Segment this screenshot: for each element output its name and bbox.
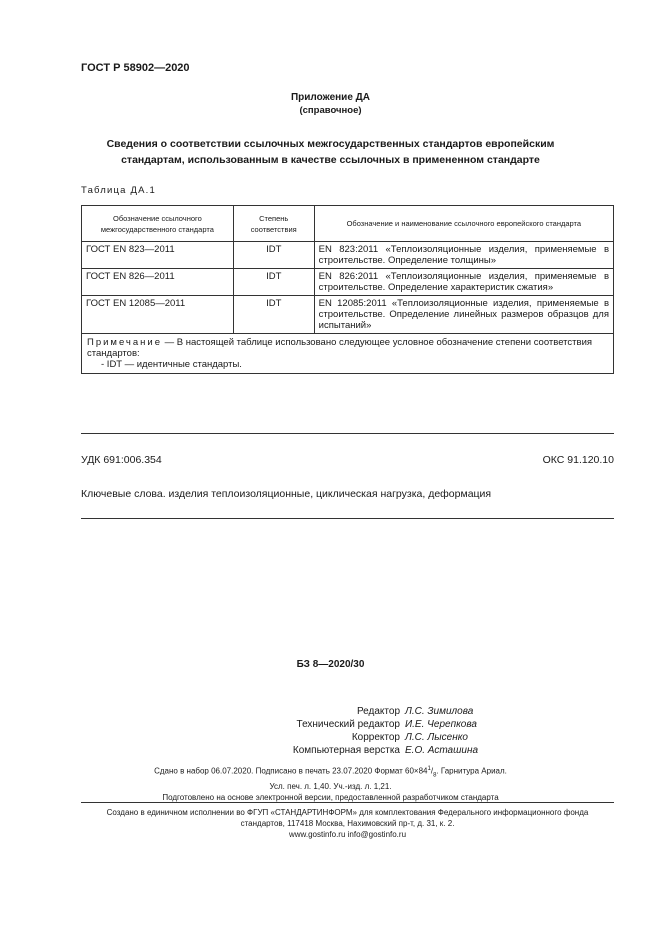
section-heading-line-2: стандартам, использованным в качестве ссылочных в примененном стандарте xyxy=(121,154,540,166)
note-item: - IDT — идентичные стандарты. xyxy=(101,359,242,370)
table-note xyxy=(82,334,614,374)
section-heading xyxy=(90,136,571,168)
cell-degree: IDT xyxy=(233,242,314,269)
keywords: Ключевые слова. изделия теплоизоляционные, циклическая нагрузка, деформация xyxy=(81,488,492,500)
oks-code: ОКС 91.120.10 xyxy=(542,454,614,466)
credits-block xyxy=(230,705,500,757)
cell-standard-code: ГОСТ EN 823—2011 xyxy=(82,242,234,269)
divider xyxy=(81,433,614,434)
appendix-title: Приложение ДА xyxy=(290,92,371,103)
cell-standard-code: ГОСТ EN 12085—2011 xyxy=(82,296,234,334)
contact-links: www.gostinfo.ru info@gostinfo.ru xyxy=(288,830,407,839)
table-row xyxy=(82,296,614,334)
credit-layout: Компьютерная верстка Е.О. Асташина xyxy=(292,745,479,756)
table-label: Таблица ДА.1 xyxy=(81,185,156,196)
divider xyxy=(81,518,614,519)
table-header-row xyxy=(82,206,614,242)
credit-technical-editor: Технический редактор И.Е. Черепкова xyxy=(296,719,477,730)
cell-european-standard: EN 823:2011 «Теплоизоляционные изделия, применяемые в строительстве. Определение толщины» xyxy=(314,242,613,269)
udk-code: УДК 691:006.354 xyxy=(81,454,162,466)
column-header-reference-standard: Обозначение ссылочного межгосударственного стандарта xyxy=(82,206,234,242)
table-row xyxy=(82,269,614,296)
created-info: Создано в единичном исполнении во ФГУП «СТАНДАРТИНФОРМ» для комплектования Федерального информационного фонда стандартов, 117418 Москва, Нахимовский пр-т, д. 31, к. 2. www.gostinfo.ru info@gostinfo.ru xyxy=(81,807,614,840)
credit-proofreader: Корректор Л.С. Лысенко xyxy=(351,732,468,743)
column-header-european-standard: Обозначение и наименование ссылочного европейского стандарта xyxy=(314,206,613,242)
document-code: ГОСТ Р 58902—2020 xyxy=(81,62,190,74)
column-header-degree: Степень соответствия xyxy=(233,206,314,242)
divider xyxy=(81,802,614,803)
table-note-row xyxy=(82,334,614,374)
cell-standard-code: ГОСТ EN 826—2011 xyxy=(82,269,234,296)
publishing-info: Сдано в набор 06.07.2020. Подписано в печать 23.07.2020 Формат $60\times 84^1/_8$. Гарнитура Ариал. Усл. печ. л. 1,40. Уч.-изд. л. 1,21. Подготовлено на основе электронной версии, предоставленной разработчиком стандарта xyxy=(154,766,507,803)
bz-number: БЗ 8—2020/30 xyxy=(296,659,365,670)
note-text: — В настоящей таблице использовано следующее условное обозначение степени соответствия стандартов: xyxy=(87,337,593,359)
appendix-subtitle: (справочное) xyxy=(299,105,362,116)
cell-degree: IDT xyxy=(233,296,314,334)
cell-european-standard: EN 12085:2011 «Теплоизоляционные изделия, применяемые в строительстве. Определение линейных размеров образцов для испытаний» xyxy=(314,296,613,334)
cell-european-standard: EN 826:2011 «Теплоизоляционные изделия, применяемые в строительстве. Определение характеристик сжатия» xyxy=(314,269,613,296)
note-label: Примечание xyxy=(87,337,162,348)
table-row xyxy=(82,242,614,269)
reference-table xyxy=(81,205,614,374)
section-heading-line-1: Сведения о соответствии ссылочных межгосударственных стандартов европейским xyxy=(106,138,555,150)
credit-editor: Редактор Л.С. Зимилова xyxy=(356,706,474,717)
cell-degree: IDT xyxy=(233,269,314,296)
